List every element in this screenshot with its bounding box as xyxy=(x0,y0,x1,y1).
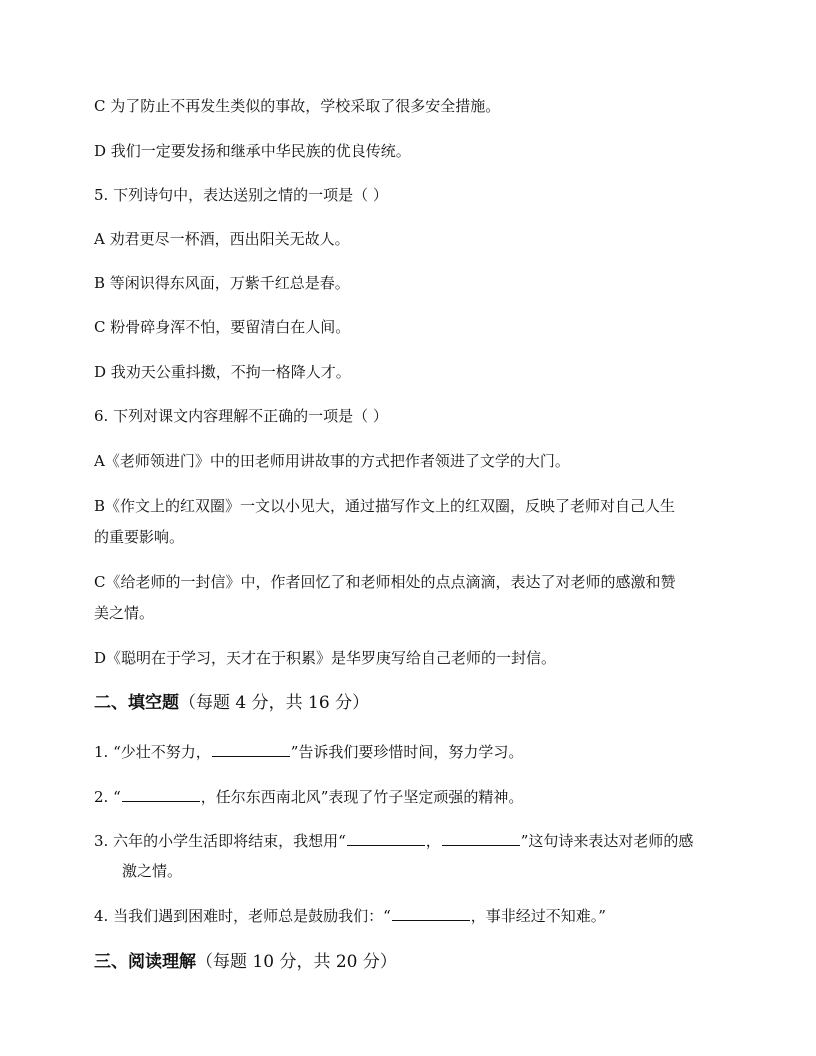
fill-q1-text-after: ”告诉我们要珍惜时间，努力学习。 xyxy=(290,743,524,761)
fill-question-3-continued: 激之情。 xyxy=(122,862,183,880)
fill-q2-text-after: ，任尔东西南北风”表现了竹子坚定顽强的精神。 xyxy=(200,788,524,806)
option-d-q5: D 我劝天公重抖擞，不拘一格降人才。 xyxy=(94,363,351,381)
section-3-score-note: （每题 10 分，共 20 分） xyxy=(196,952,397,972)
fill-q1-blank[interactable] xyxy=(212,741,290,757)
fill-q3-text-after: ”这句诗来表达对老师的感 xyxy=(520,832,694,850)
fill-question-3 xyxy=(94,830,693,851)
question-6: 6. 下列对课文内容理解不正确的一项是（ ） xyxy=(94,407,388,425)
option-b-q6: B《作文上的红双圈》一文以小见大，通过描写作文上的红双圈，反映了老师对自己人生 xyxy=(94,497,676,515)
section-2-heading xyxy=(94,692,369,714)
question-5: 5. 下列诗句中，表达送别之情的一项是（ ） xyxy=(94,186,388,204)
option-c-q4: C 为了防止不再发生类似的事故，学校采取了很多安全措施。 xyxy=(94,97,501,115)
option-c-q5: C 粉骨碎身浑不怕，要留清白在人间。 xyxy=(94,318,351,336)
fill-q1-text-before: 1. “少壮不努力， xyxy=(94,743,211,761)
fill-q4-text-before: 4. 当我们遇到困难时，老师总是鼓励我们：“ xyxy=(94,907,391,925)
fill-question-4 xyxy=(94,905,606,926)
section-2-title: 二、填空题 xyxy=(94,693,179,713)
fill-q3-text-before: 3. 六年的小学生活即将结束，我想用“ xyxy=(94,832,346,850)
option-c-q6: C《给老师的一封信》中，作者回忆了和老师相处的点点滴滴，表达了对老师的感激和赞 xyxy=(94,573,676,591)
fill-q2-blank[interactable] xyxy=(122,786,200,802)
fill-q3-separator: ， xyxy=(425,832,441,850)
option-a-q6: A《老师领进门》中的田老师用讲故事的方式把作者领进了文学的大门。 xyxy=(94,452,570,470)
option-b-q5: B 等闲识得东风面，万紫千红总是春。 xyxy=(94,274,350,292)
option-b-q6-continued: 的重要影响。 xyxy=(94,528,185,546)
option-d-q6: D《聪明在于学习，天才在于积累》是华罗庚写给自己老师的一封信。 xyxy=(94,649,557,667)
fill-q4-blank[interactable] xyxy=(392,905,470,921)
option-d-q4: D 我们一定要发扬和继承中华民族的优良传统。 xyxy=(94,142,411,160)
option-a-q5: A 劝君更尽一杯酒，西出阳关无故人。 xyxy=(94,230,350,248)
fill-q4-text-after: ，事非经过不知难。” xyxy=(470,907,606,925)
section-3-title: 三、阅读理解 xyxy=(94,952,196,972)
fill-q3-blank-1[interactable] xyxy=(347,830,425,846)
fill-q2-text-before: 2. “ xyxy=(94,788,121,806)
option-c-q6-continued: 美之情。 xyxy=(94,604,155,622)
fill-q3-blank-2[interactable] xyxy=(442,830,520,846)
fill-question-1 xyxy=(94,741,523,762)
section-3-heading xyxy=(94,951,397,973)
section-2-score-note: （每题 4 分，共 16 分） xyxy=(179,693,370,713)
fill-question-2 xyxy=(94,786,523,807)
